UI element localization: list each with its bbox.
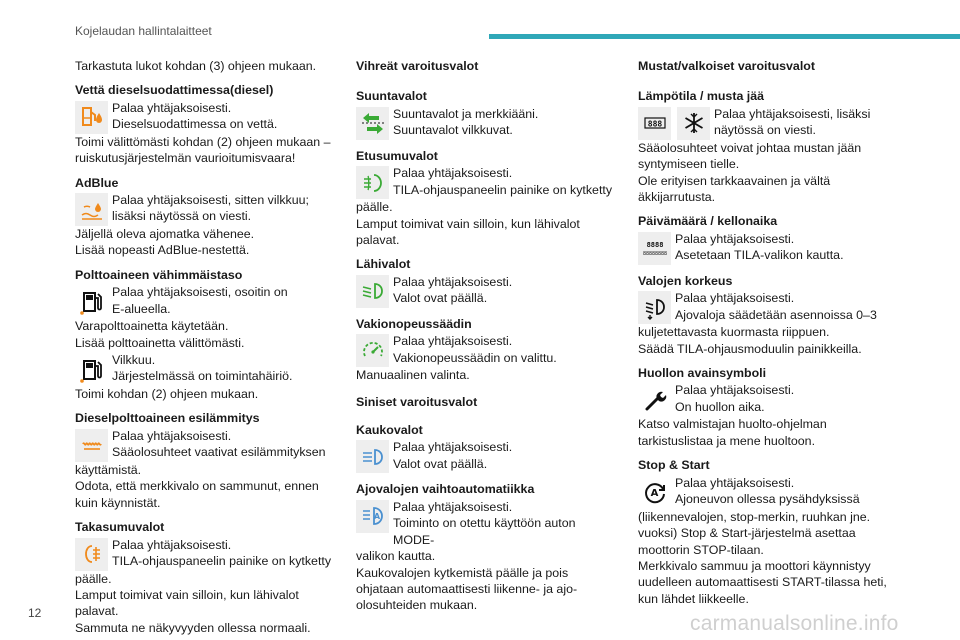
snowflake-icon	[677, 107, 710, 140]
headlamp-level-title: Valojen korkeus	[638, 273, 733, 288]
water-in-diesel-row	[75, 100, 337, 134]
svg-text:888: 888	[647, 119, 662, 129]
front-fog-line1: Palaa yhtäjaksoisesti.	[393, 166, 513, 181]
front-fog-row	[356, 165, 618, 199]
date-time-title: Päivämäärä / kellonaika	[638, 214, 778, 229]
main-beam-row	[356, 439, 618, 473]
adblue-row	[75, 192, 337, 226]
turn-signal-line2: Suuntavalot vilkkuvat.	[393, 123, 513, 138]
glow-plug-icon	[75, 429, 108, 462]
date-time-line1: Palaa yhtäjaksoisesti.	[675, 231, 795, 246]
rear-fog-after1: päälle.	[75, 571, 112, 586]
header-accent-bar	[489, 34, 960, 39]
auto-beam-title: Ajovalojen vaihtoautomatiikka	[356, 482, 535, 497]
water-in-diesel-line2: Dieselsuodattimessa on vettä.	[112, 117, 278, 132]
front-fog-after2: Lamput toimivat vain silloin, kun lähivalot palavat.	[356, 216, 580, 248]
headlamp-level-icon	[638, 291, 671, 324]
cruise-title: Vakionopeussäädin	[356, 316, 472, 331]
main-beam-title: Kaukovalot	[356, 423, 423, 438]
blue-lights-title: Siniset varoitusvalot	[356, 394, 478, 409]
service-after1: Katso valmistajan huolto-ohjelman tarkistuslistaa ja mene huoltoon.	[638, 417, 827, 448]
bw-lights-title: Mustat/valkoiset varoitusvalot	[638, 59, 815, 73]
stop-start-row	[638, 475, 900, 509]
water-in-diesel-line1: Palaa yhtäjaksoisesti.	[112, 100, 232, 115]
fuel-pump-fault-icon	[75, 353, 108, 386]
stop-start-title: Stop & Start	[638, 458, 710, 473]
headlamp-level-row	[638, 290, 900, 324]
water-in-diesel-icon	[75, 101, 108, 134]
service-title: Huollon avainsymboli	[638, 366, 767, 381]
adblue-after2: Lisää nopeasti AdBlue-nestettä.	[75, 243, 250, 258]
rear-fog-line1: Palaa yhtäjaksoisesti.	[112, 537, 232, 552]
page-number: 12	[28, 606, 42, 620]
dipped-beam-icon	[356, 275, 389, 308]
adblue-line1: Palaa yhtäjaksoisesti, sitten vilkkuu;	[112, 193, 309, 208]
cruise-line2: Vakionopeussäädin on valittu.	[393, 350, 557, 365]
preheat-after1: käyttämistä.	[75, 462, 142, 477]
preheat-line2: Sääolosuhteet vaativat esilämmityksen	[112, 445, 326, 460]
rear-fog-line2: TILA-ohjauspaneelin painike on kytketty	[112, 553, 332, 568]
header-title: Kojelaudan hallintalaitteet	[75, 24, 212, 38]
preheat-after2: Odota, että merkkivalo on sammunut, ennen kuin käynnistät.	[75, 479, 319, 510]
intro-text: Tarkastuta lukot kohdan (3) ohjeen mukaan.	[75, 59, 317, 73]
stop-start-icon	[638, 476, 671, 509]
cruise-after1: Manuaalinen valinta.	[356, 368, 470, 383]
stop-start-line2: Ajoneuvon ollessa pysähdyksissä	[675, 492, 860, 507]
date-time-row	[638, 231, 900, 265]
main-beam-line2: Valot ovat päällä.	[393, 456, 488, 471]
fuel-min-line1: Palaa yhtäjaksoisesti, osoitin on	[112, 285, 288, 300]
fuel-pump-icon	[75, 285, 108, 318]
headlamp-level-line1: Palaa yhtäjaksoisesti.	[675, 291, 795, 306]
ice-after1: Sääolosuhteet voivat johtaa mustan jään syntymiseen tielle.	[638, 140, 862, 172]
service-row	[638, 382, 900, 416]
dipped-beam-title: Lähivalot	[356, 257, 411, 272]
ice-line2: näytössä on viesti.	[714, 123, 816, 138]
adblue-title: AdBlue	[75, 175, 119, 190]
preheat-row	[75, 428, 337, 462]
rear-fog-row	[75, 537, 337, 571]
front-fog-after1: päälle.	[356, 200, 393, 215]
turn-signal-row	[356, 106, 618, 140]
auto-beam-line1: Palaa yhtäjaksoisesti.	[393, 499, 513, 514]
date-time-line2: Asetetaan TILA-valikon kautta.	[675, 248, 844, 263]
green-lights-title: Vihreät varoitusvalot	[356, 59, 479, 73]
turn-signal-title: Suuntavalot	[356, 89, 427, 104]
auto-beam-row	[356, 499, 618, 548]
auto-beam-after2: Kaukovalojen kytkemistä päälle ja pois ohjataan automaattisesti liikenne- ja ajo-olosuhteiden mukaan.	[356, 565, 578, 613]
fuel-fault-after: Toimi kohdan (2) ohjeen mukaan.	[75, 387, 259, 402]
adblue-icon	[75, 193, 108, 226]
rear-fog-after3: Sammuta ne näkyvyyden ollessa normaali.	[75, 620, 311, 635]
fuel-fault-line1: Vilkkuu.	[112, 353, 156, 368]
turn-signal-line1: Suuntavalot ja merkkiääni.	[393, 106, 539, 121]
rear-fog-after2: Lamput toimivat vain silloin, kun lähivalot palavat.	[75, 587, 299, 619]
stop-start-after1: (liikennevalojen, stop-merkin, ruuhkan jne. vuoksi) Stop & Start-järjestelmä asettaa moottorin STOP-tilaan.	[638, 509, 871, 557]
front-fog-icon	[356, 166, 389, 199]
fuel-min-row	[75, 284, 337, 318]
stop-start-after2: Merkkivalo sammuu ja moottori käynnistyy uudelleen automaattisesti START-tilassa heti, kun lähdet liikkeelle.	[638, 558, 887, 606]
cruise-control-icon	[356, 334, 389, 367]
front-fog-line2: TILA-ohjauspaneelin painike on kytketty	[393, 182, 613, 197]
dipped-beam-row	[356, 274, 618, 308]
fuel-min-title: Polttoaineen vähimmäistaso	[75, 267, 243, 282]
watermark: carmanualsonline.info	[690, 612, 899, 635]
auto-beam-line2: Toiminto on otettu käyttöön auton MODE-	[393, 516, 576, 547]
svg-text:A: A	[373, 512, 380, 522]
ice-title: Lämpötila / musta jää	[638, 89, 765, 104]
ice-after2: Ole erityisen tarkkaavainen ja vältä äkkijarrutusta.	[638, 173, 831, 205]
main-beam-icon	[356, 440, 389, 473]
cruise-line1: Palaa yhtäjaksoisesti.	[393, 334, 513, 349]
temperature-display-icon	[638, 107, 671, 140]
auto-beam-after1: valikon kautta.	[356, 549, 436, 564]
cruise-row	[356, 333, 618, 367]
fuel-min-after2: Lisää polttoainetta välittömästi.	[75, 335, 245, 350]
rear-fog-icon	[75, 538, 108, 571]
ice-line1: Palaa yhtäjaksoisesti, lisäksi	[714, 106, 871, 121]
dipped-beam-line2: Valot ovat päällä.	[393, 291, 488, 306]
headlamp-level-after2: Säädä TILA-ohjausmoduulin painikkeilla.	[638, 341, 862, 356]
headlamp-level-after1: kuljetettavasta kuormasta riippuen.	[638, 325, 830, 340]
svg-text:A: A	[650, 488, 658, 500]
water-in-diesel-after: Toimi välittömästi kohdan (2) ohjeen mukaan – ruiskutusjärjestelmän vaurioitumisvaara!	[75, 134, 331, 166]
stop-start-line1: Palaa yhtäjaksoisesti.	[675, 475, 795, 490]
rear-fog-title: Takasumuvalot	[75, 520, 165, 535]
svg-text:88888888: 88888888	[642, 251, 667, 258]
wrench-icon	[638, 383, 671, 416]
adblue-after1: Jäljellä oleva ajomatka vähenee.	[75, 227, 255, 242]
service-line1: Palaa yhtäjaksoisesti.	[675, 383, 795, 398]
column-3	[638, 58, 900, 607]
column-1	[75, 58, 337, 636]
ice-row	[638, 106, 900, 140]
fuel-min-after1: Varapolttoainetta käytetään.	[75, 319, 229, 334]
clock-display-icon	[638, 232, 671, 265]
preheat-title: Dieselpolttoaineen esilämmitys	[75, 411, 260, 426]
fuel-fault-line2: Järjestelmässä on toimintahäiriö.	[112, 369, 293, 384]
column-2	[356, 58, 618, 614]
dipped-beam-line1: Palaa yhtäjaksoisesti.	[393, 274, 513, 289]
adblue-line2: lisäksi näytössä on viesti.	[112, 209, 252, 224]
main-beam-line1: Palaa yhtäjaksoisesti.	[393, 440, 513, 455]
auto-main-beam-icon	[356, 500, 389, 533]
water-in-diesel-title: Vettä dieselsuodattimessa(diesel)	[75, 83, 274, 98]
preheat-line1: Palaa yhtäjaksoisesti.	[112, 428, 232, 443]
turn-signal-icon	[356, 107, 389, 140]
fuel-fault-row	[75, 352, 337, 386]
service-line2: On huollon aika.	[675, 399, 765, 414]
svg-text:8888: 8888	[646, 241, 663, 250]
front-fog-title: Etusumuvalot	[356, 148, 438, 163]
fuel-min-line2: E-alueella.	[112, 301, 171, 316]
headlamp-level-line2: Ajovaloja säädetään asennoissa 0–3	[675, 307, 877, 322]
